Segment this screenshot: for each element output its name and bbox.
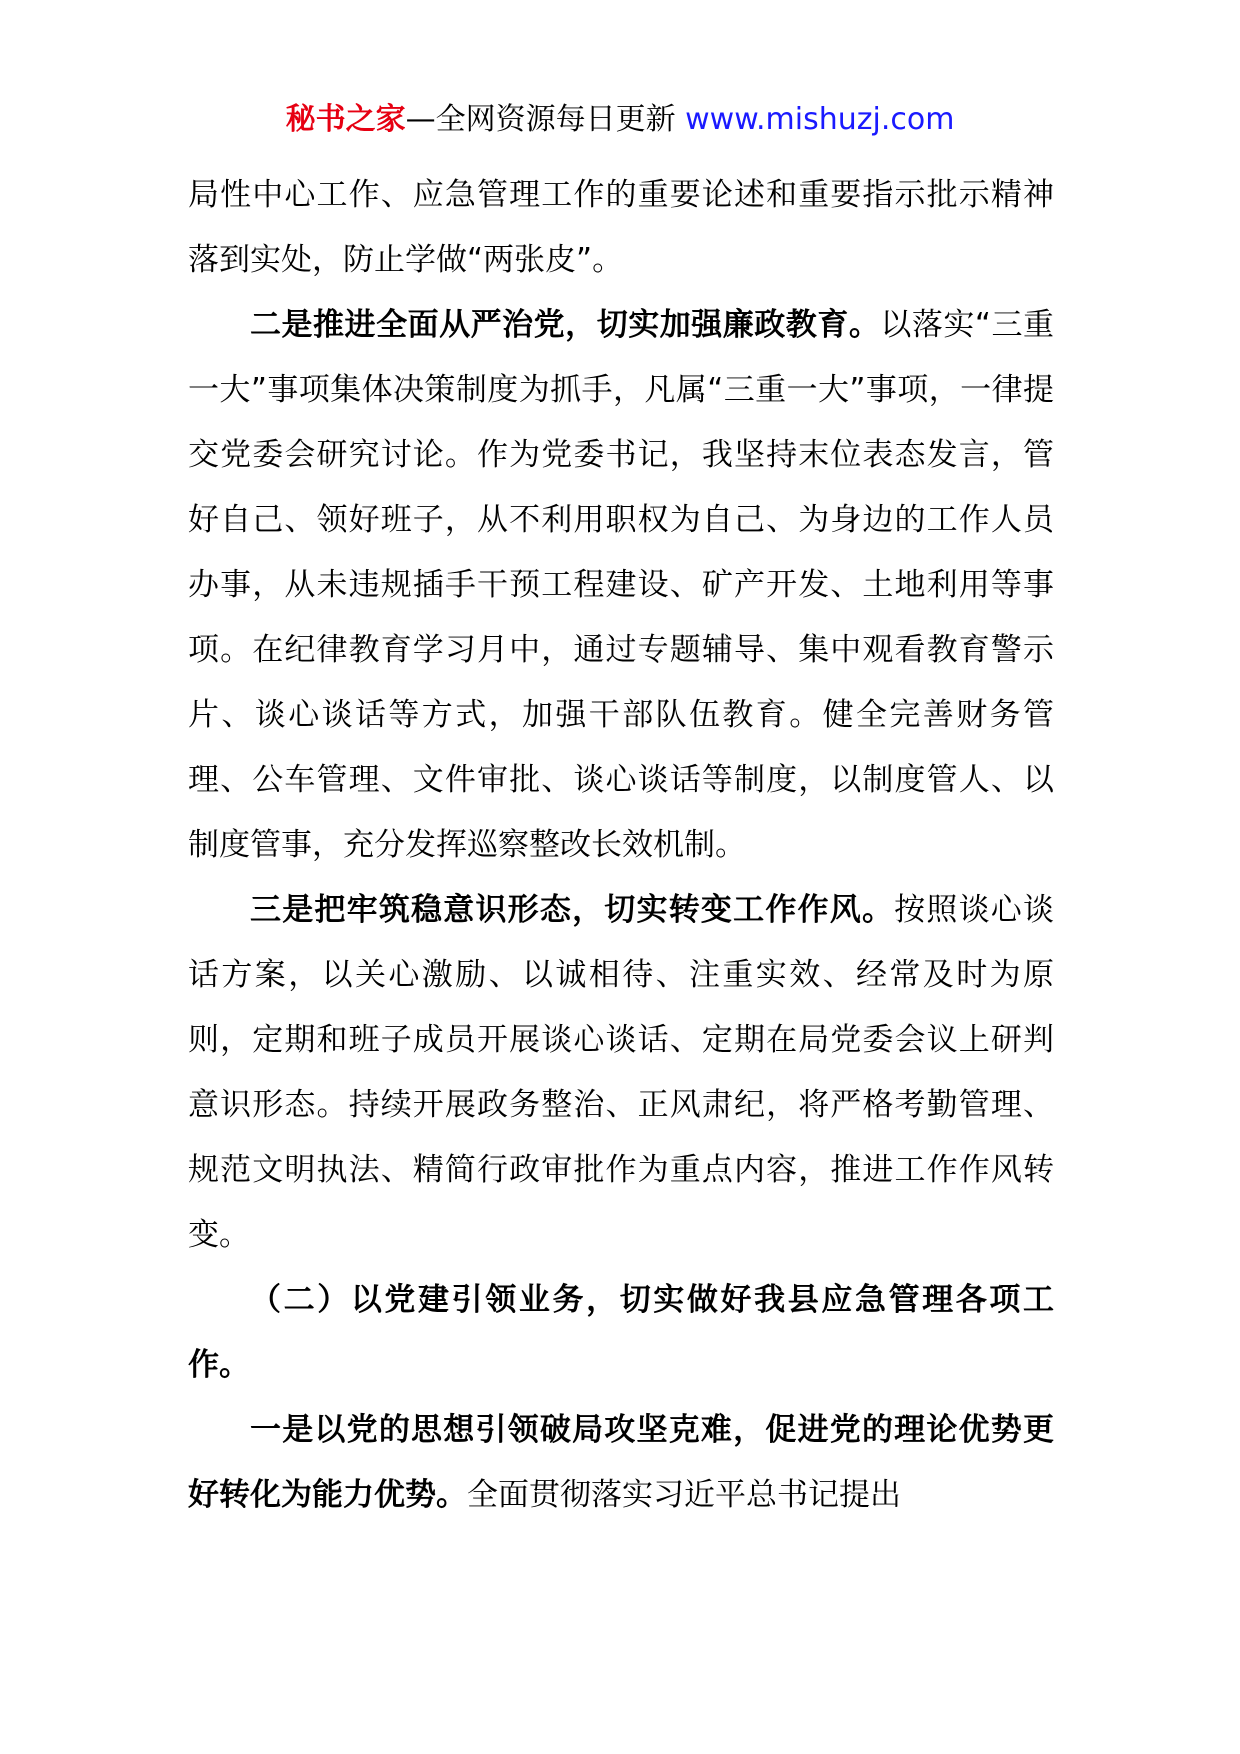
- brand-name: 秘书之家: [285, 102, 406, 137]
- page-header: [0, 100, 1240, 140]
- header-slogan: —全网资源每日更新: [405, 102, 686, 137]
- paragraph-text: 按照谈心谈话方案，以关心激励、以诚相待、注重实效、经常及时为原则，定期和班子成员开展谈心谈话、定期在局党委会议上研判意识形态。持续开展政务整治、正风肃纪，将严格考勤管理、规范文明执法、精简行政审批作为重点内容，推进工作作风转变。: [188, 892, 1055, 1253]
- document-body: [188, 163, 1054, 1528]
- paragraph-text: 以落实“三重一大”事项集体决策制度为抓手，凡属“三重一大”事项，一律提交党委会研究讨论。作为党委书记，我坚持末位表态发言，管好自己、领好班子，从不利用职权为自己、为身边的工作人员办事，从未违规插手干预工程建设、矿产开发、土地利用等事项。在纪律教育学习月中，通过专题辅导、集中观看教育警示片、谈心谈话等方式，加强干部队伍教育。健全完善财务管理、公车管理、文件审批、谈心谈话等制度，以制度管人、以制度管事，充分发挥巡察整改长效机制。: [188, 307, 1055, 863]
- section-heading-2: [188, 1268, 1054, 1398]
- paragraph-text: 局性中心工作、应急管理工作的重要论述和重要指示批示精神落到实处，防止学做“两张皮”。: [188, 177, 1054, 278]
- paragraph-heading: 一是以党的思想引领破局攻坚克难，促进党的理论优势更好转化为能力优势。: [188, 1412, 1054, 1513]
- paragraph-anti-corruption: [188, 293, 1054, 878]
- paragraph-heading: 三是把牢筑稳意识形态，切实转变工作作风。: [250, 892, 895, 928]
- paragraph-ideology: [188, 878, 1054, 1268]
- section-heading-text: （二）以党建引领业务，切实做好我县应急管理各项工作。: [188, 1282, 1054, 1383]
- paragraph-theory: [188, 1398, 1054, 1528]
- paragraph-continuation: [188, 163, 1054, 293]
- site-url-link[interactable]: www.mishuzj.com: [685, 102, 955, 137]
- paragraph-text: 全面贯彻落实习近平总书记提出: [467, 1477, 901, 1513]
- paragraph-heading: 二是推进全面从严治党，切实加强廉政教育。: [250, 307, 881, 343]
